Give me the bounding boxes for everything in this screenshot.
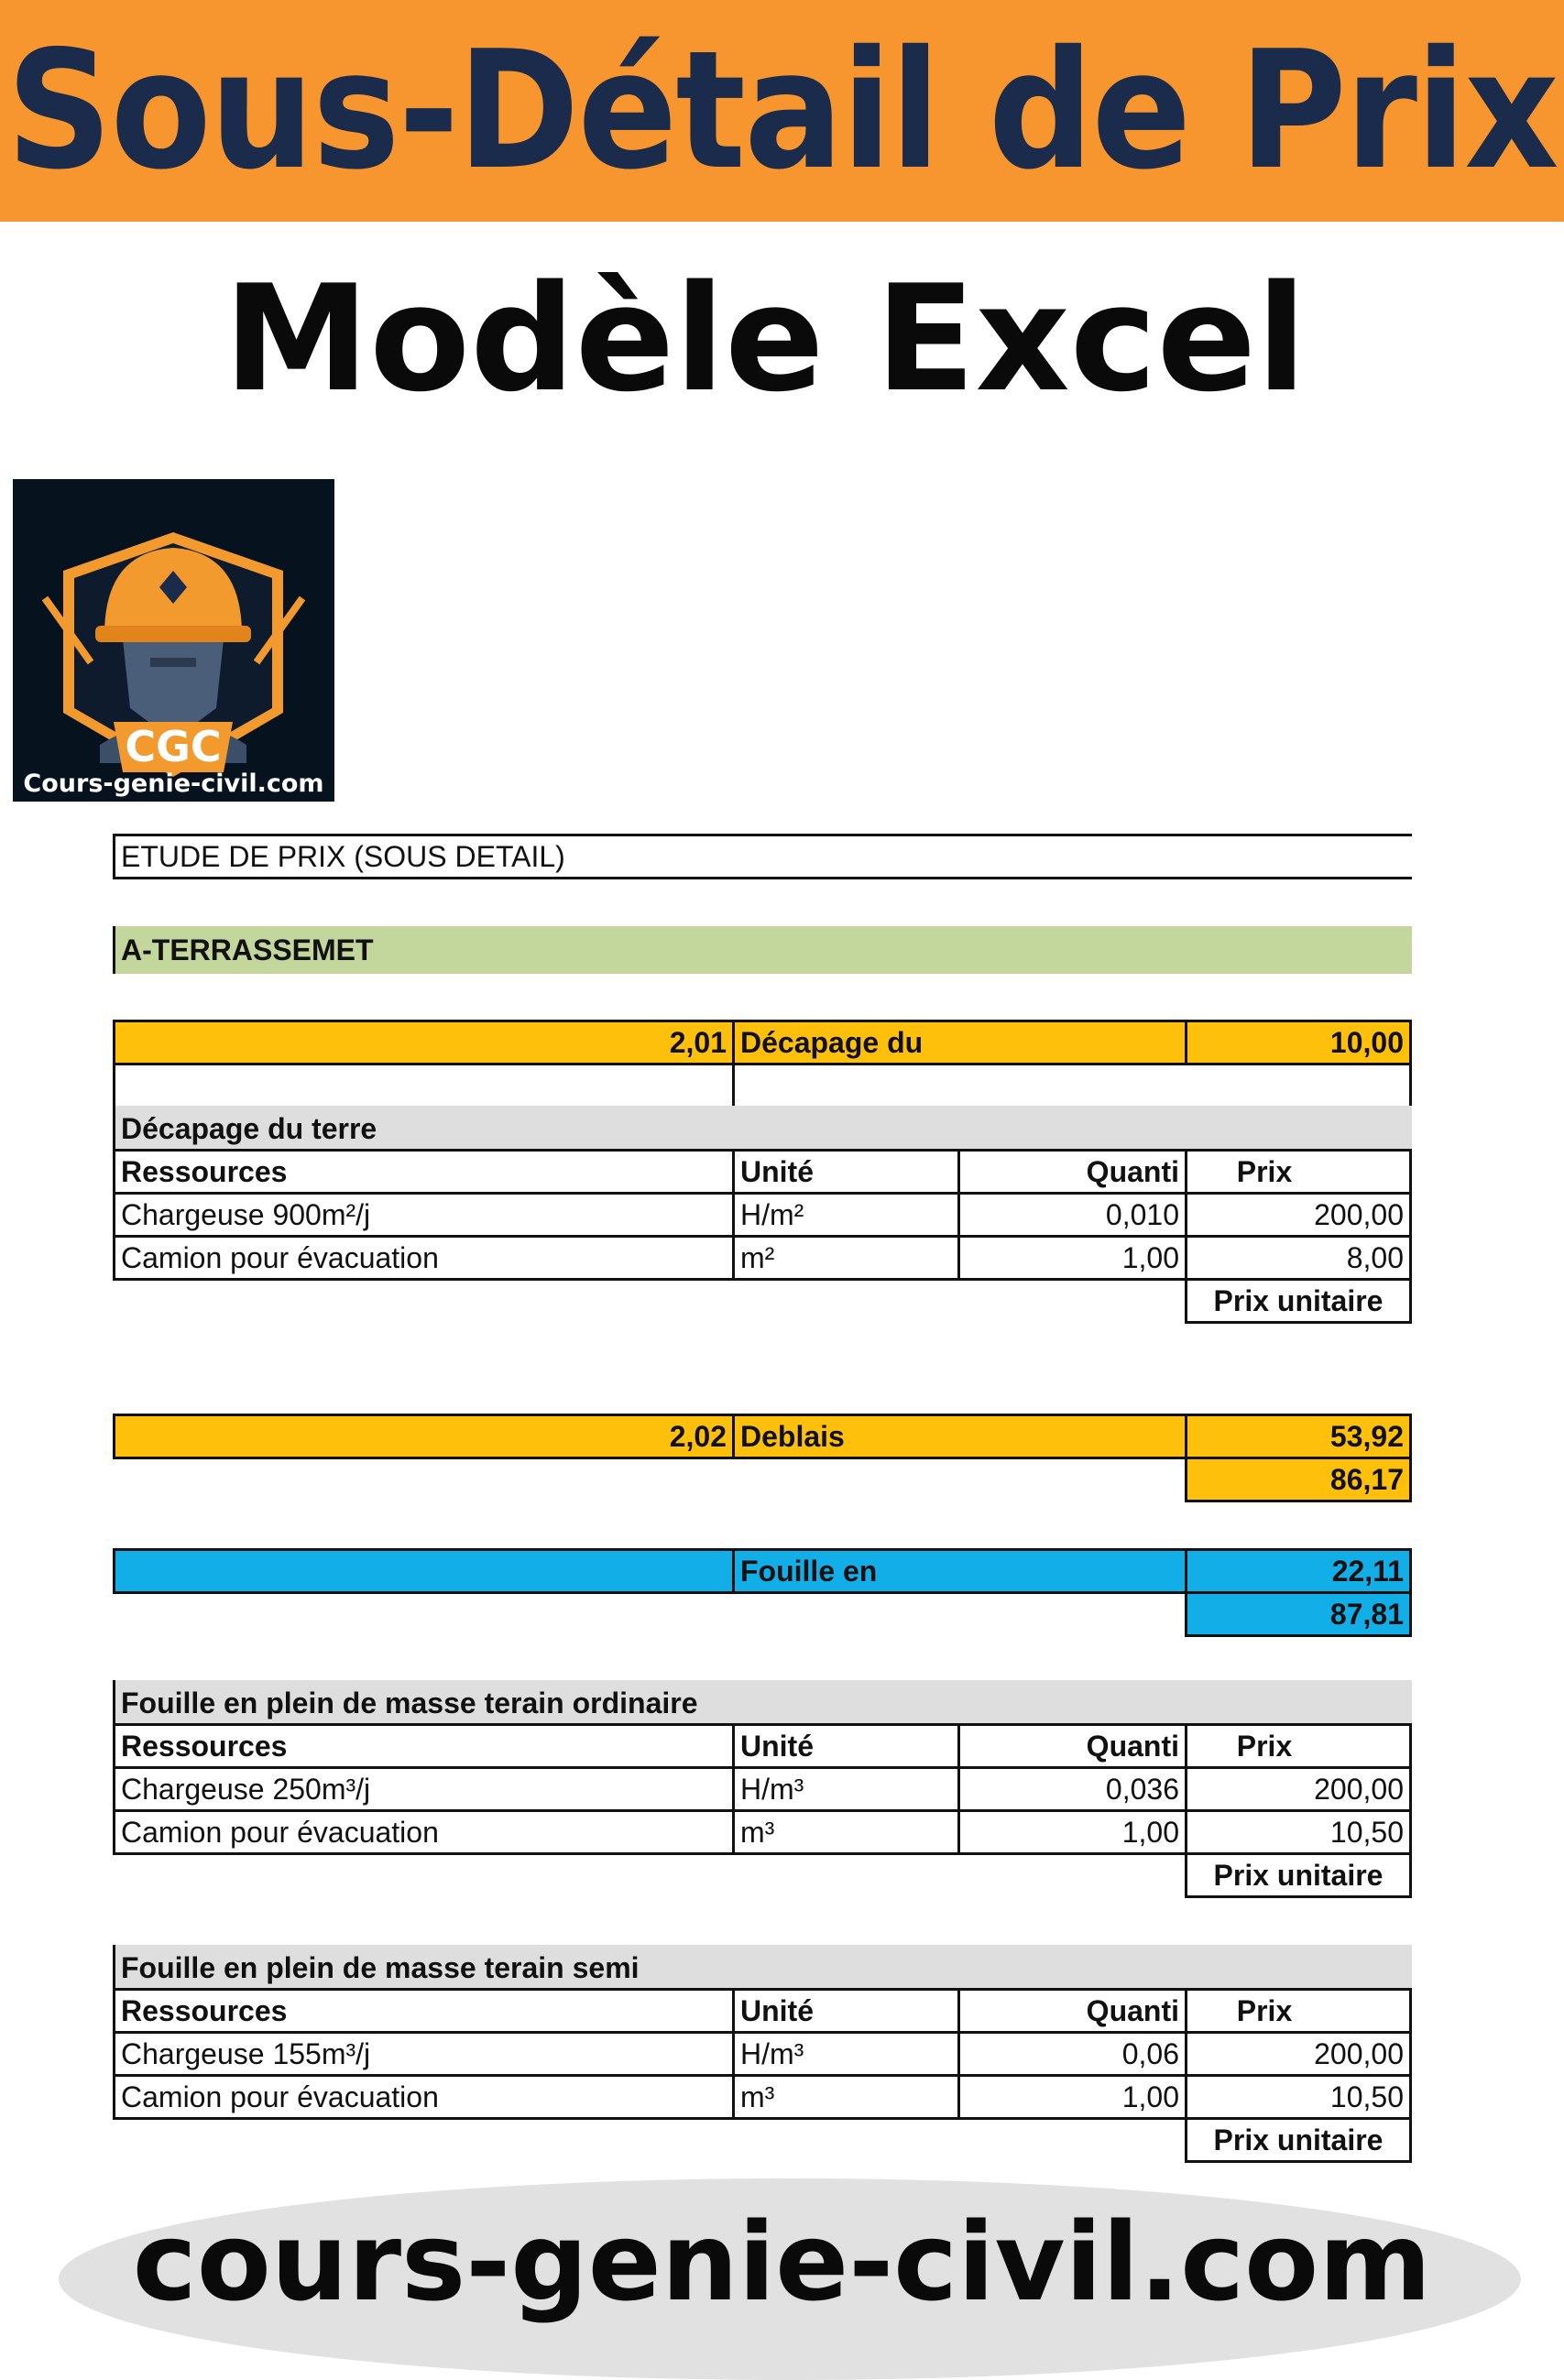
header-unite: Unité [732, 1988, 960, 2034]
page-subtitle: Modèle Excel [224, 253, 1307, 424]
logo-emblem-text: CGC [125, 722, 222, 771]
table-row-unit: m³ [732, 2074, 960, 2120]
table-row-resource: Chargeuse 900m²/j [113, 1192, 735, 1238]
table-row-quantity: 0,06 [957, 2031, 1187, 2077]
table-row-quantity: 1,00 [957, 1235, 1187, 1281]
table-row-price: 200,00 [1185, 2031, 1412, 2077]
block2-title: Fouille en plein de masse terain ordinaire [113, 1680, 1412, 1726]
item2-total: 86,17 [1185, 1457, 1412, 1502]
item2-value: 53,92 [1185, 1414, 1412, 1459]
table-row-resource: Chargeuse 250m³/j [113, 1766, 735, 1812]
item3-label: Fouille en [732, 1548, 1187, 1594]
header-unite: Unité [732, 1723, 960, 1769]
logo-caption: Cours-genie-civil.com [23, 770, 324, 798]
header-ressources: Ressources [113, 1988, 735, 2034]
table-row-unit: H/m² [732, 1192, 960, 1238]
table-row-unit: m² [732, 1235, 960, 1281]
unit-price-label: Prix unitaire [1185, 2117, 1412, 2163]
block3-title: Fouille en plein de masse terain semi [113, 1945, 1412, 1991]
table-row-quantity: 1,00 [957, 1809, 1187, 1855]
block1-title: Décapage du terre [113, 1106, 1412, 1152]
table-row-price: 8,00 [1185, 1235, 1412, 1281]
table-row-resource: Chargeuse 155m³/j [113, 2031, 735, 2077]
item1-code: 2,01 [113, 1020, 735, 1065]
header-ressources: Ressources [113, 1723, 735, 1769]
header-quanti: Quanti [957, 1988, 1187, 2034]
item1-label: Décapage du [732, 1020, 1187, 1065]
sheet-title: ETUDE DE PRIX (SOUS DETAIL) [113, 834, 1412, 879]
section-header: A-TERRASSEMET [113, 926, 1412, 974]
header-quanti: Quanti [957, 1723, 1187, 1769]
empty-cell [113, 1063, 735, 1108]
header-prix: Prix [1185, 1723, 1412, 1769]
table-row-price: 200,00 [1185, 1766, 1412, 1812]
table-row-quantity: 1,00 [957, 2074, 1187, 2120]
table-row-resource: Camion pour évacuation [113, 1809, 735, 1855]
table-row-unit: H/m³ [732, 2031, 960, 2077]
table-row-unit: m³ [732, 1809, 960, 1855]
unit-price-label: Prix unitaire [1185, 1278, 1412, 1324]
table-row-price: 200,00 [1185, 1192, 1412, 1238]
table-row-quantity: 0,036 [957, 1766, 1187, 1812]
table-row-price: 10,50 [1185, 1809, 1412, 1855]
header-quanti: Quanti [957, 1149, 1187, 1195]
table-row-resource: Camion pour évacuation [113, 2074, 735, 2120]
page-title: Sous-Détail de Prix [6, 16, 1558, 205]
item1-value: 10,00 [1185, 1020, 1412, 1065]
item3-total: 87,81 [1185, 1591, 1412, 1637]
empty-cell [732, 1063, 1412, 1108]
header-ressources: Ressources [113, 1149, 735, 1195]
unit-price-label: Prix unitaire [1185, 1852, 1412, 1898]
header-unite: Unité [732, 1149, 960, 1195]
table-row-quantity: 0,010 [957, 1192, 1187, 1238]
item2-code: 2,02 [113, 1414, 735, 1459]
header-prix: Prix [1185, 1149, 1412, 1195]
item3-value: 22,11 [1185, 1548, 1412, 1594]
table-row-unit: H/m³ [732, 1766, 960, 1812]
table-row-price: 10,50 [1185, 2074, 1412, 2120]
item3-empty-cell [113, 1548, 735, 1594]
header-prix: Prix [1185, 1988, 1412, 2034]
item2-label: Deblais [732, 1414, 1187, 1459]
table-row-resource: Camion pour évacuation [113, 1235, 735, 1281]
footer-url[interactable]: cours-genie-civil.com [132, 2199, 1432, 2325]
